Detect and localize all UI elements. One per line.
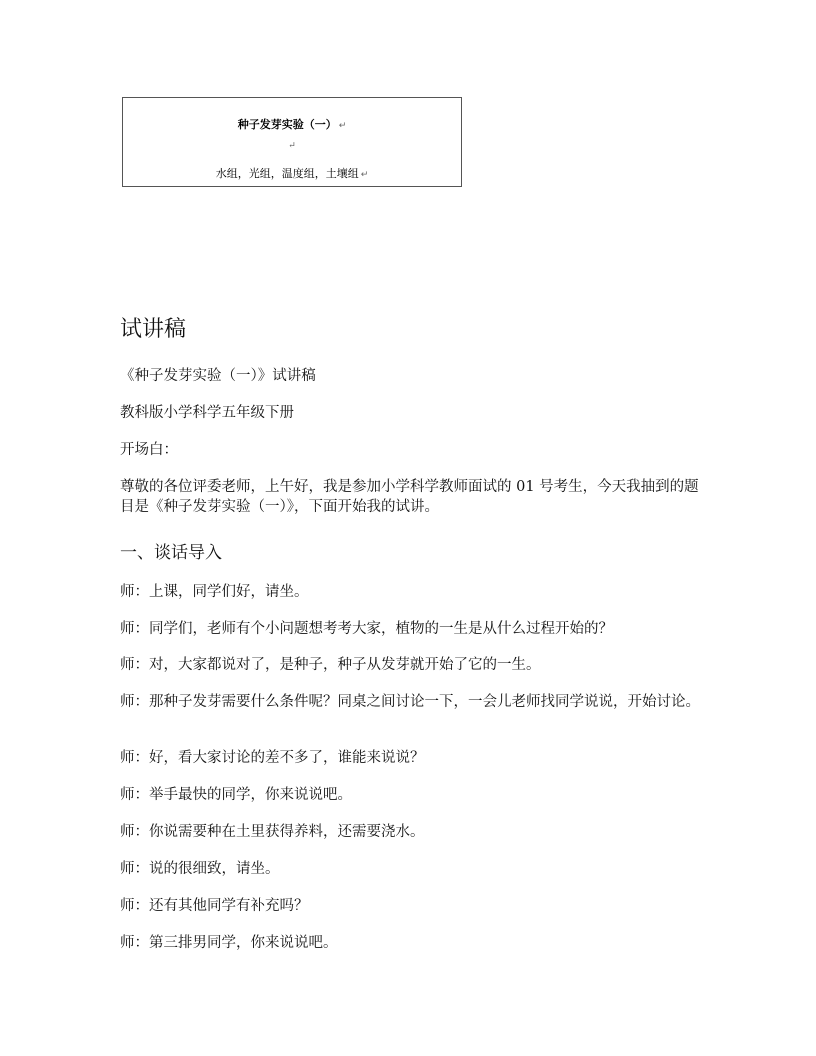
paragraph-mark-icon: ↵ xyxy=(360,170,369,180)
dialogue-line: 师：同学们，老师有个小问题想考考大家，植物的一生是从什么过程开始的？ xyxy=(120,621,613,637)
dialogue-line: 师：还有其他同学有补充吗？ xyxy=(120,898,309,914)
page-heading: 试讲稿 xyxy=(120,317,187,342)
opening-text: 尊敬的各位评委老师，上午好，我是参加小学科学教师面试的 01 号考生，今天我抽到的题目是《种子发芽实验（一）》，下面开始我的试讲。 xyxy=(120,479,699,515)
dialogue-line: 师：说的很细致，请坐。 xyxy=(120,861,280,877)
dialogue-line: 师：你说需要种在土里获得养料，还需要浇水。 xyxy=(120,824,425,840)
paragraph-mark-icon: ↵ xyxy=(338,121,347,131)
blackboard-groups: 水组，光组，温度组，土壤组 ↵ xyxy=(215,167,369,180)
dialogue-line: 师：上课，同学们好，请坐。 xyxy=(120,584,309,600)
dialogue-line: 师：好，看大家讨论的差不多了，谁能来说说？ xyxy=(120,750,425,766)
blackboard-title: 种子发芽实验（一） ↵ xyxy=(237,118,347,131)
course-name: 教科版小学科学五年级下册 xyxy=(120,405,294,421)
opening-label: 开场白： xyxy=(120,442,178,458)
paragraph-mark-icon: ↵ xyxy=(288,141,296,151)
dialogue-line: 师：举手最快的同学，你来说说吧。 xyxy=(120,787,352,803)
dialogue-line: 师：第三排男同学，你来说说吧。 xyxy=(120,935,338,951)
section-title: 一、谈话导入 xyxy=(120,543,222,563)
blackboard-design-box xyxy=(122,97,462,187)
document-title: 《种子发芽实验（一）》试讲稿 xyxy=(120,368,316,384)
dialogue-line: 师：对，大家都说对了，是种子，种子从发芽就开始了它的一生。 xyxy=(120,657,541,673)
dialogue-line: 师：那种子发芽需要什么条件呢？同桌之间讨论一下，一会儿老师找同学说说，开始讨论。 xyxy=(120,694,700,710)
